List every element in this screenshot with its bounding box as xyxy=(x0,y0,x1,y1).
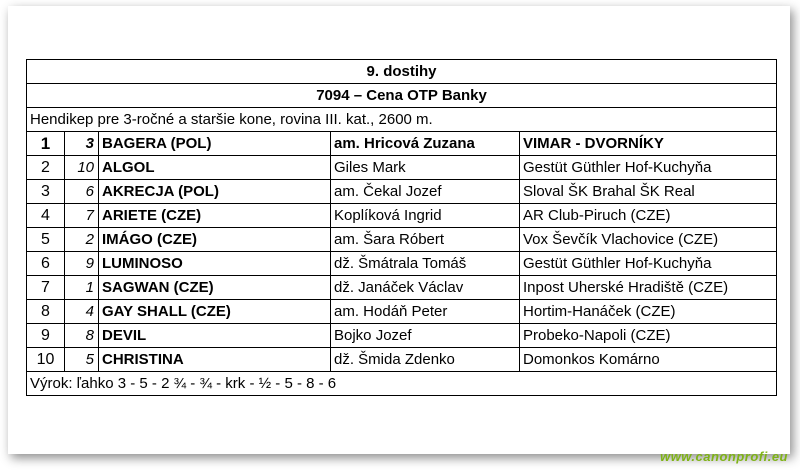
horse-name: DEVIL xyxy=(99,324,331,348)
finish-place: 5 xyxy=(27,228,65,252)
finish-place: 8 xyxy=(27,300,65,324)
start-number: 7 xyxy=(65,204,99,228)
horse-name: LUMINOSO xyxy=(99,252,331,276)
watermark: www.canonprofi.eu xyxy=(660,449,788,464)
finish-place: 7 xyxy=(27,276,65,300)
race-conditions: Hendikep pre 3-ročné a staršie kone, rovina III. kat., 2600 m. xyxy=(27,108,777,132)
stable-name: VIMAR - DVORNÍKY xyxy=(520,132,777,156)
stable-name: Probeko-Napoli (CZE) xyxy=(520,324,777,348)
start-number: 8 xyxy=(65,324,99,348)
jockey-name: am. Čekal Jozef xyxy=(331,180,520,204)
stable-name: Hortim-Hanáček (CZE) xyxy=(520,300,777,324)
margins-row xyxy=(27,372,777,396)
stable-name: Vox Ševčík Vlachovice (CZE) xyxy=(520,228,777,252)
stable-name: Sloval ŠK Brahal ŠK Real xyxy=(520,180,777,204)
horse-name: GAY SHALL (CZE) xyxy=(99,300,331,324)
horse-name: ARIETE (CZE) xyxy=(99,204,331,228)
result-row xyxy=(27,252,777,276)
horse-name: AKRECJA (POL) xyxy=(99,180,331,204)
jockey-name: Koplíková Ingrid xyxy=(331,204,520,228)
horse-name: BAGERA (POL) xyxy=(99,132,331,156)
result-row xyxy=(27,156,777,180)
start-number: 3 xyxy=(65,132,99,156)
horse-name: CHRISTINA xyxy=(99,348,331,372)
result-row xyxy=(27,324,777,348)
jockey-name: am. Hricová Zuzana xyxy=(331,132,520,156)
finish-place: 2 xyxy=(27,156,65,180)
jockey-name: am. Šara Róbert xyxy=(331,228,520,252)
horse-name: IMÁGO (CZE) xyxy=(99,228,331,252)
finish-place: 1 xyxy=(27,132,65,156)
finish-margins: Výrok: ľahko 3 - 5 - 2 ¾ - ¾ - krk - ½ - 5 - 8 - 6 xyxy=(27,372,777,396)
horse-name: ALGOL xyxy=(99,156,331,180)
start-number: 5 xyxy=(65,348,99,372)
start-number: 4 xyxy=(65,300,99,324)
race-results-table xyxy=(26,59,777,396)
result-row xyxy=(27,132,777,156)
horse-name: SAGWAN (CZE) xyxy=(99,276,331,300)
result-row xyxy=(27,204,777,228)
stable-name: Inpost Uherské Hradiště (CZE) xyxy=(520,276,777,300)
finish-place: 10 xyxy=(27,348,65,372)
race-conditions-row xyxy=(27,108,777,132)
stable-name: Domonkos Komárno xyxy=(520,348,777,372)
result-row xyxy=(27,180,777,204)
start-number: 2 xyxy=(65,228,99,252)
start-number: 10 xyxy=(65,156,99,180)
finish-place: 6 xyxy=(27,252,65,276)
jockey-name: dž. Janáček Václav xyxy=(331,276,520,300)
start-number: 1 xyxy=(65,276,99,300)
race-title: 9. dostihy xyxy=(27,60,777,84)
finish-place: 4 xyxy=(27,204,65,228)
jockey-name: Giles Mark xyxy=(331,156,520,180)
start-number: 6 xyxy=(65,180,99,204)
result-row xyxy=(27,348,777,372)
result-row xyxy=(27,276,777,300)
race-name: 7094 – Cena OTP Banky xyxy=(27,84,777,108)
stable-name: AR Club-Piruch (CZE) xyxy=(520,204,777,228)
jockey-name: dž. Šmida Zdenko xyxy=(331,348,520,372)
stable-name: Gestüt Güthler Hof-Kuchyňa xyxy=(520,156,777,180)
finish-place: 9 xyxy=(27,324,65,348)
jockey-name: Bojko Jozef xyxy=(331,324,520,348)
jockey-name: dž. Šmátrala Tomáš xyxy=(331,252,520,276)
stable-name: Gestüt Güthler Hof-Kuchyňa xyxy=(520,252,777,276)
start-number: 9 xyxy=(65,252,99,276)
result-row xyxy=(27,228,777,252)
finish-place: 3 xyxy=(27,180,65,204)
race-title-row xyxy=(27,60,777,84)
jockey-name: am. Hodáň Peter xyxy=(331,300,520,324)
result-row xyxy=(27,300,777,324)
race-name-row xyxy=(27,84,777,108)
